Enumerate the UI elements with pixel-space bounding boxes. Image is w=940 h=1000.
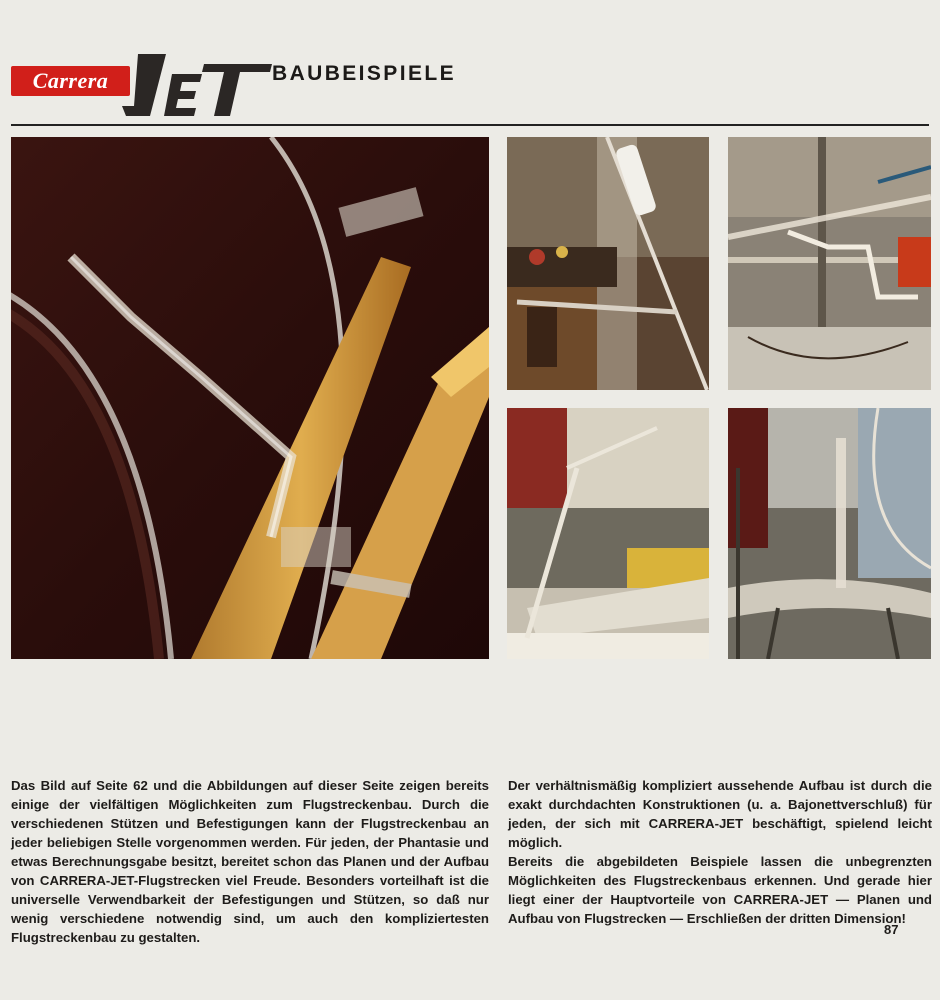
shelf-mount-photo-icon bbox=[728, 137, 931, 390]
body-paragraph: Das Bild auf Seite 62 und die Abbildungen auf dieser Seite zeigen bereits einige der vielfältigen Möglichkeiten zum Flugstreckenbau. Durch die verschiedenen Stützen und Befestigungen kann der Flugstreckenbau an jeder beliebigen Stelle vorgenommen werden. Für jeden, der Phantasie und etwas Berechnungsgabe besitzt, bereitet schon das Planen und der Aufbau von CARRERA-JET-Flugstrecken viel Freude. Besonders vorteilhaft ist die universelle Verwendbarkeit der Befestigungen und Stützen, so daß nur wenig verschiedene notwendig sind, um auch den kompliziertesten Flugstreckenbau zu gestalten. bbox=[11, 778, 489, 945]
body-text-right bbox=[508, 776, 932, 928]
jet-on-track-photo-icon bbox=[507, 137, 709, 390]
stool-mount-photo-icon bbox=[728, 408, 931, 659]
photo-top-left bbox=[507, 137, 709, 390]
page-number: 87 bbox=[884, 922, 899, 937]
photo-top-right bbox=[728, 137, 931, 390]
page-title: BAUBEISPIELE bbox=[272, 62, 456, 85]
track-support-photo-icon bbox=[11, 137, 489, 659]
carrera-logo-text: Carrera bbox=[32, 68, 109, 93]
main-photo bbox=[11, 137, 489, 659]
photo-bottom-left bbox=[507, 408, 709, 659]
body-text-left bbox=[11, 776, 489, 947]
header-divider bbox=[11, 124, 929, 126]
jet-logo bbox=[104, 44, 276, 124]
chair-mount-photo-icon bbox=[507, 408, 709, 659]
photo-bottom-right bbox=[728, 408, 931, 659]
body-paragraph: Bereits die abgebildeten Beispiele lassen die unbegrenzten Möglichkeiten des Flugstreckenbaus erkennen. Und gerade hier liegt einer der Hauptvorteile von CARRERA-JET — Planen und Aufbau von Flugstrecken — Erschließen der dritten Dimension! bbox=[508, 854, 932, 926]
body-paragraph: Der verhältnismäßig kompliziert aussehende Aufbau ist durch die exakt durchdachten Konstruktionen (u. a. Bajonettverschluß) für jeden, der sich mit CARRERA-JET beschäftigt, spielend leicht möglich. bbox=[508, 778, 932, 850]
